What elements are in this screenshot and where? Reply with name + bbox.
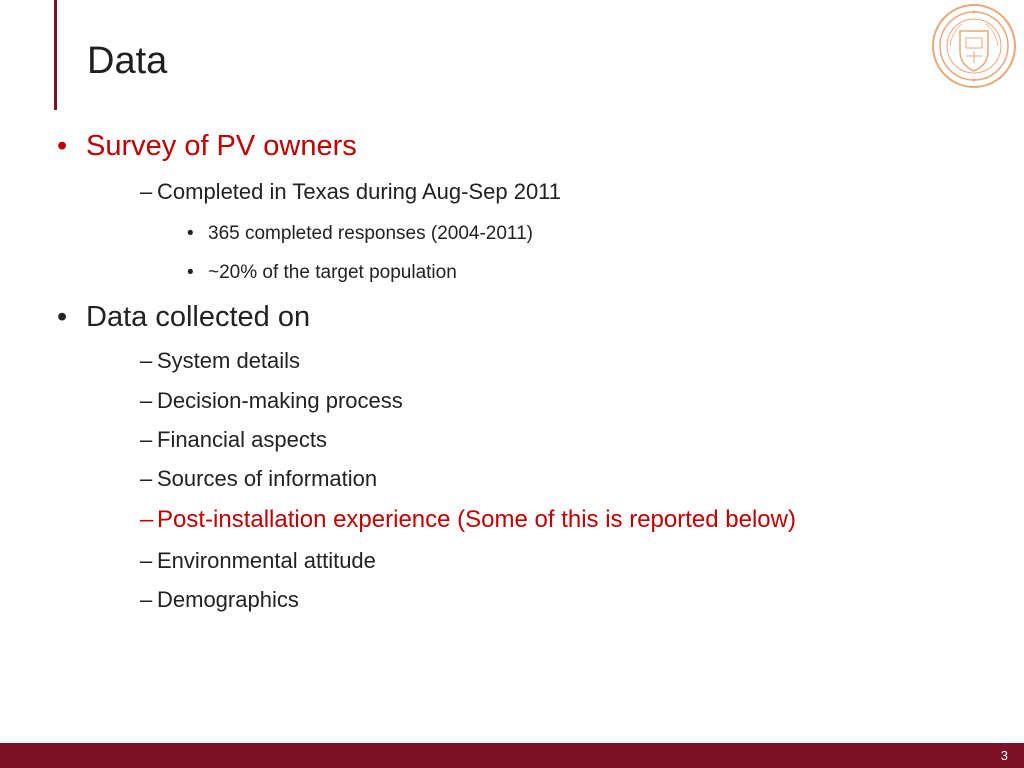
list-item-text: Completed in Texas during Aug-Sep 2011 <box>157 179 562 204</box>
dash-marker: – <box>140 427 153 452</box>
dash-marker: – <box>140 548 153 573</box>
list-item-text: Sources of information <box>157 466 378 491</box>
bullet-marker: • <box>187 262 194 283</box>
dash-marker: – <box>140 587 153 612</box>
bullet-marker: • <box>187 223 194 244</box>
dash-marker: – <box>140 179 153 204</box>
list-item-text: Data collected on <box>86 301 311 333</box>
list-item-text: Demographics <box>157 587 299 612</box>
bullet-marker: • <box>57 130 68 162</box>
list-item-text: System details <box>157 348 301 373</box>
dash-marker: – <box>140 388 153 413</box>
footer-bar <box>0 743 1024 768</box>
list-item-text: Survey of PV owners <box>86 130 357 162</box>
list-item-text: Post-installation experience (Some of this is reported below) <box>157 506 796 533</box>
list-item-text: Decision-making process <box>157 388 403 413</box>
list-item-text: Financial aspects <box>157 427 327 452</box>
list-item-text: 365 completed responses (2004-2011) <box>208 223 533 244</box>
dash-marker: – <box>140 506 154 533</box>
dash-marker: – <box>140 348 153 373</box>
slide-title: Data <box>87 40 168 82</box>
dash-marker: – <box>140 466 153 491</box>
bullet-marker: • <box>57 301 68 333</box>
list-item-text: ~20% of the target population <box>208 262 457 283</box>
page-number: 3 <box>1000 748 1008 763</box>
list-item-text: Environmental attitude <box>157 548 376 573</box>
